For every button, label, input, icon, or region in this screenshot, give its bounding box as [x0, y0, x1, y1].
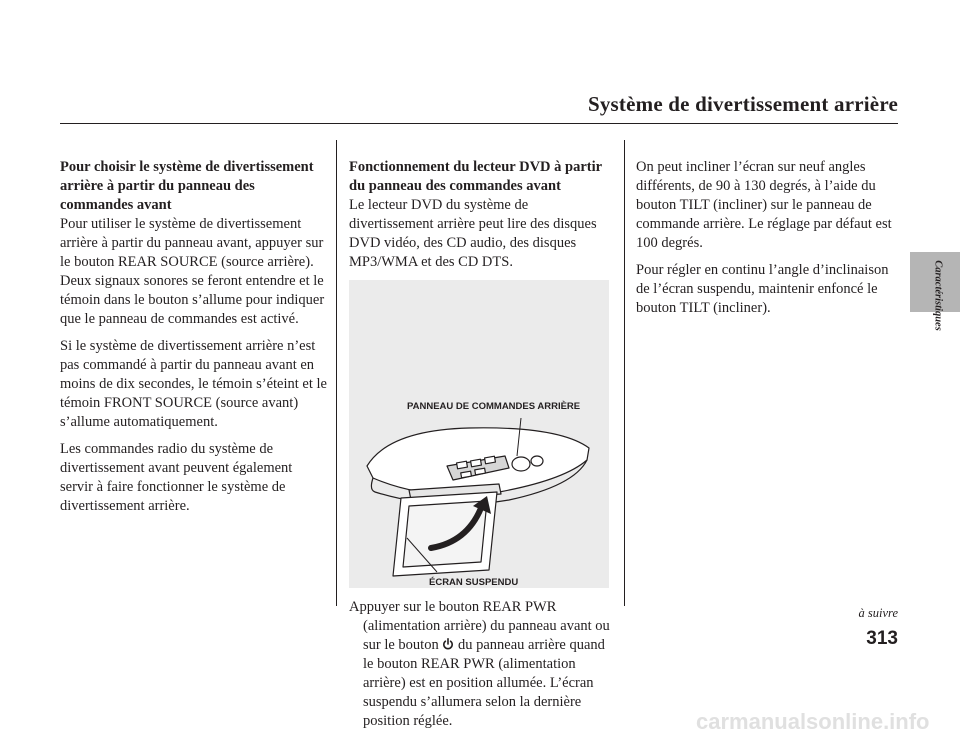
watermark: carmanualsonline.info: [696, 709, 930, 734]
column-2: [349, 158, 611, 739]
paragraph: Pour régler en continu l’angle d’inclinaison de l’écran suspendu, maintenir enfoncé le bouton TILT (incliner).: [636, 262, 889, 316]
paragraph-text: du panneau arrière quand le bouton REAR PWR (alimentation arrière) est en position allumée. L’écran suspendu s’allumera selon la dernière position réglée.: [363, 637, 605, 729]
paragraph: Les commandes radio du système de divertissement avant peuvent également servir à faire fonctionner le système de divertissement arrière.: [60, 441, 293, 514]
header-rule: [60, 123, 898, 124]
continued-note: à suivre: [858, 606, 898, 620]
column-divider-2: [624, 140, 625, 606]
side-tab-label: Caractéristiques: [932, 260, 944, 331]
column-3: [636, 158, 898, 326]
section-heading-dvd: Fonctionnement du lecteur DVD à partir du panneau des commandes avant: [349, 159, 602, 194]
page-header-title: Système de divertissement arrière: [587, 92, 898, 116]
paragraph: Le lecteur DVD du système de divertissement arrière peut lire des disques DVD vidéo, des CD audio, des disques MP3/WMA et des CD DTS.: [349, 197, 597, 270]
paragraph-text: Appuyer sur le bouton REAR PWR (alimentation arrière) du panneau avant ou sur le bouton: [349, 599, 610, 653]
paragraph: Pour utiliser le système de divertissement arrière à partir du panneau avant, appuyer sur le bouton REAR SOURCE (source arrière). Deux signaux sonores se feront entendre et le témoin dans le bouton s’allume pour indiquer que le panneau de commandes est activé.: [60, 216, 325, 327]
paragraph-power: [349, 598, 611, 731]
overhead-console-illustration: [349, 280, 609, 588]
rear-entertainment-figure: [349, 280, 609, 588]
paragraph: On peut incliner l’écran sur neuf angles différents, de 90 à 130 degrés, à l’aide du bouton TILT (incliner) sur le panneau de commande arrière. Le réglage par défaut est 100 degrés.: [636, 159, 892, 251]
column-1: [60, 158, 328, 524]
page-number: 313: [866, 628, 898, 649]
paragraph: Si le système de divertissement arrière n’est pas commandé à partir du panneau avant en moins de dix secondes, le témoin s’éteint et le témoin FRONT SOURCE (source avant) s’allume automatiquement.: [60, 338, 327, 430]
figure-label-screen: ÉCRAN SUSPENDU: [429, 577, 519, 588]
column-divider-1: [336, 140, 337, 606]
power-icon: [442, 638, 454, 650]
section-heading-rear-source: Pour choisir le système de divertissement arrière à partir du panneau des commandes avant: [60, 159, 314, 213]
figure-label-rear-panel: PANNEAU DE COMMANDES ARRIÈRE: [407, 401, 581, 412]
